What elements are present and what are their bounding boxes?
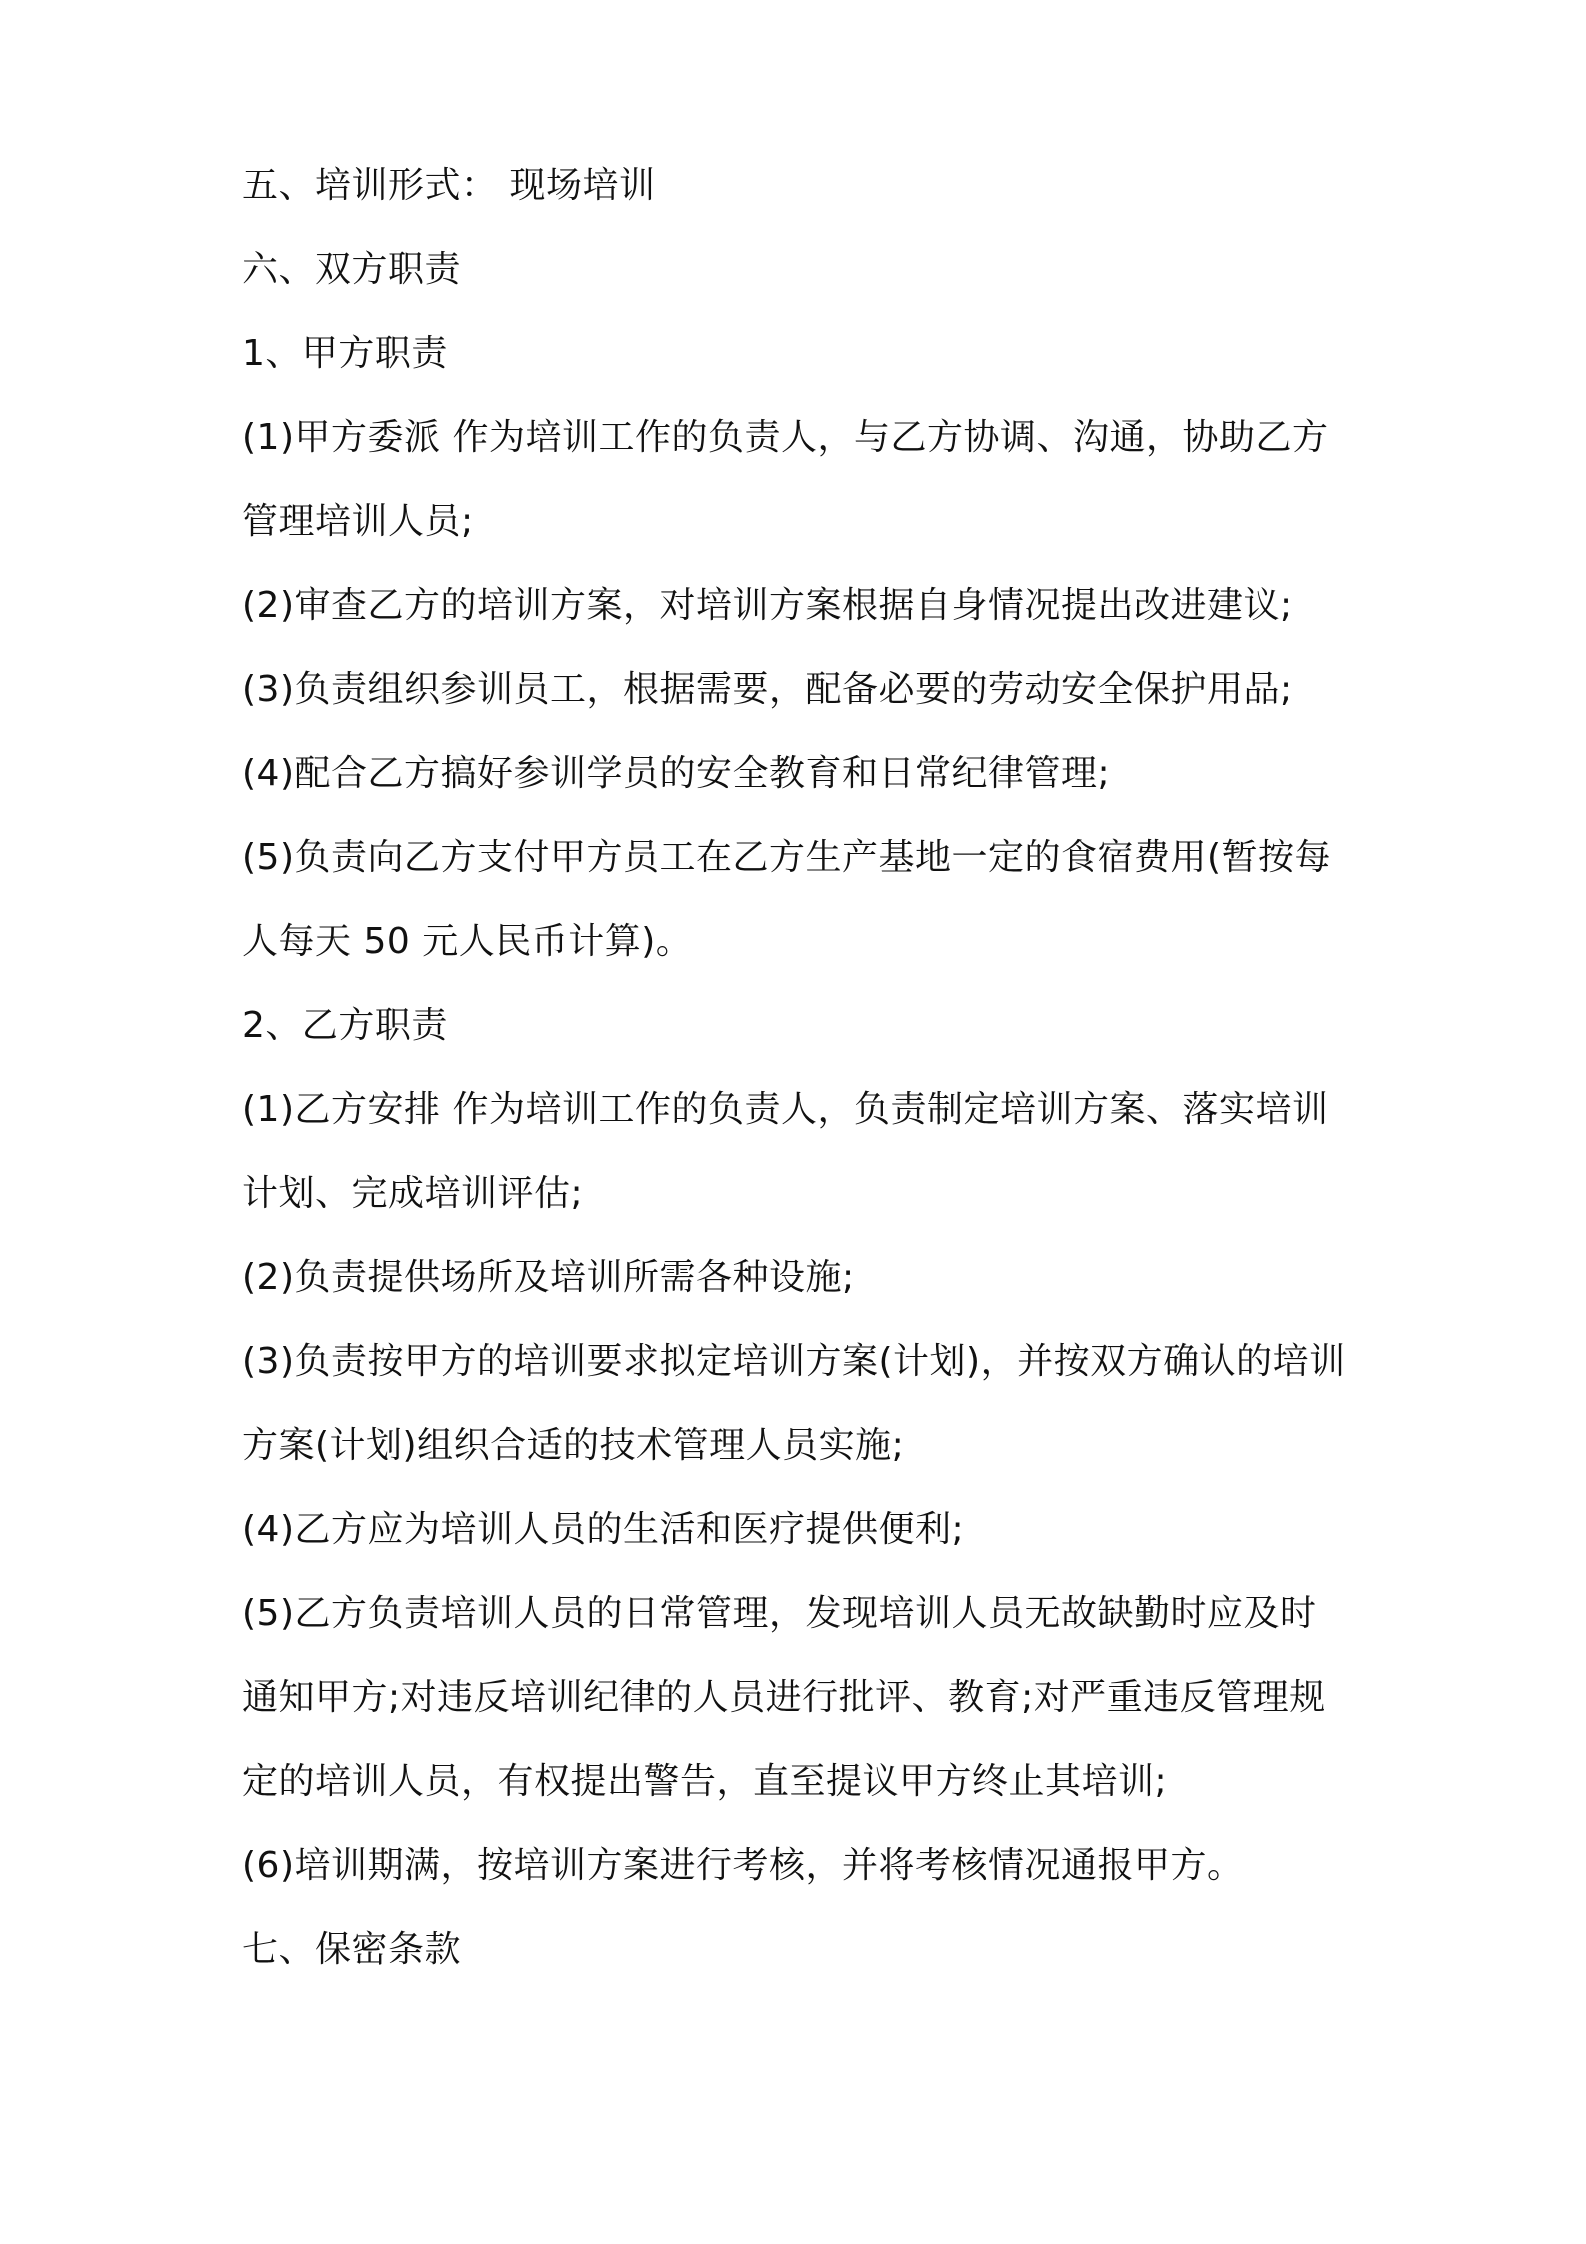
text-line: (2)审查乙方的培训方案，对培训方案根据自身情况提出改进建议;	[242, 585, 1293, 626]
text-line: (1)甲方委派 作为培训工作的负责人，与乙方协调、沟通，协助乙方	[242, 417, 1329, 458]
section-heading-confidentiality	[242, 1908, 461, 1992]
section-heading-training-format	[242, 144, 655, 228]
text-line: 计划、完成培训评估;	[242, 1173, 584, 1214]
subheading-party-a	[242, 312, 448, 396]
party-a-item-2	[242, 564, 1293, 648]
text-line: (3)负责按甲方的培训要求拟定培训方案(计划)，并按双方确认的培训	[242, 1341, 1346, 1382]
party-a-item-4	[242, 732, 1110, 816]
text-line: (4)乙方应为培训人员的生活和医疗提供便利;	[242, 1509, 965, 1550]
text-line: 1、甲方职责	[242, 333, 448, 374]
party-b-item-2	[242, 1236, 855, 1320]
text-line: 五、培训形式： 现场培训	[242, 165, 656, 206]
party-b-item-4	[242, 1488, 964, 1572]
text-line: 定的培训人员，有权提出警告，直至提议甲方终止其培训;	[242, 1761, 1168, 1802]
text-line: 七、保密条款	[242, 1929, 462, 1970]
party-a-item-3	[242, 648, 1293, 732]
text-line: 2、乙方职责	[242, 1005, 448, 1046]
subheading-party-b	[242, 984, 448, 1068]
text-line: (3)负责组织参训员工，根据需要，配备必要的劳动安全保护用品;	[242, 669, 1293, 710]
text-line: (2)负责提供场所及培训所需各种设施;	[242, 1257, 855, 1298]
section-heading-responsibilities	[242, 228, 461, 312]
text-line: (4)配合乙方搞好参训学员的安全教育和日常纪律管理;	[242, 753, 1111, 794]
text-line: 六、双方职责	[242, 249, 462, 290]
text-line: 管理培训人员;	[242, 501, 474, 542]
party-b-item-1	[242, 1068, 1328, 1236]
text-line: 方案(计划)组织合适的技术管理人员实施;	[242, 1425, 905, 1466]
party-a-item-5	[242, 816, 1331, 984]
text-line: (5)负责向乙方支付甲方员工在乙方生产基地一定的食宿费用(暂按每	[242, 837, 1332, 878]
party-b-item-3	[242, 1320, 1346, 1488]
party-a-item-1	[242, 396, 1328, 564]
text-line: (6)培训期满，按培训方案进行考核，并将考核情况通报甲方。	[242, 1845, 1244, 1886]
party-b-item-5	[242, 1572, 1326, 1824]
text-line: 人每天 50 元人民币计算)。	[242, 921, 693, 962]
party-b-item-6	[242, 1824, 1244, 1908]
text-line: (5)乙方负责培训人员的日常管理，发现培训人员无故缺勤时应及时	[242, 1593, 1317, 1634]
text-line: 通知甲方;对违反培训纪律的人员进行批评、教育;对严重违反管理规	[242, 1677, 1326, 1718]
text-line: (1)乙方安排 作为培训工作的负责人，负责制定培训方案、落实培训	[242, 1089, 1329, 1130]
